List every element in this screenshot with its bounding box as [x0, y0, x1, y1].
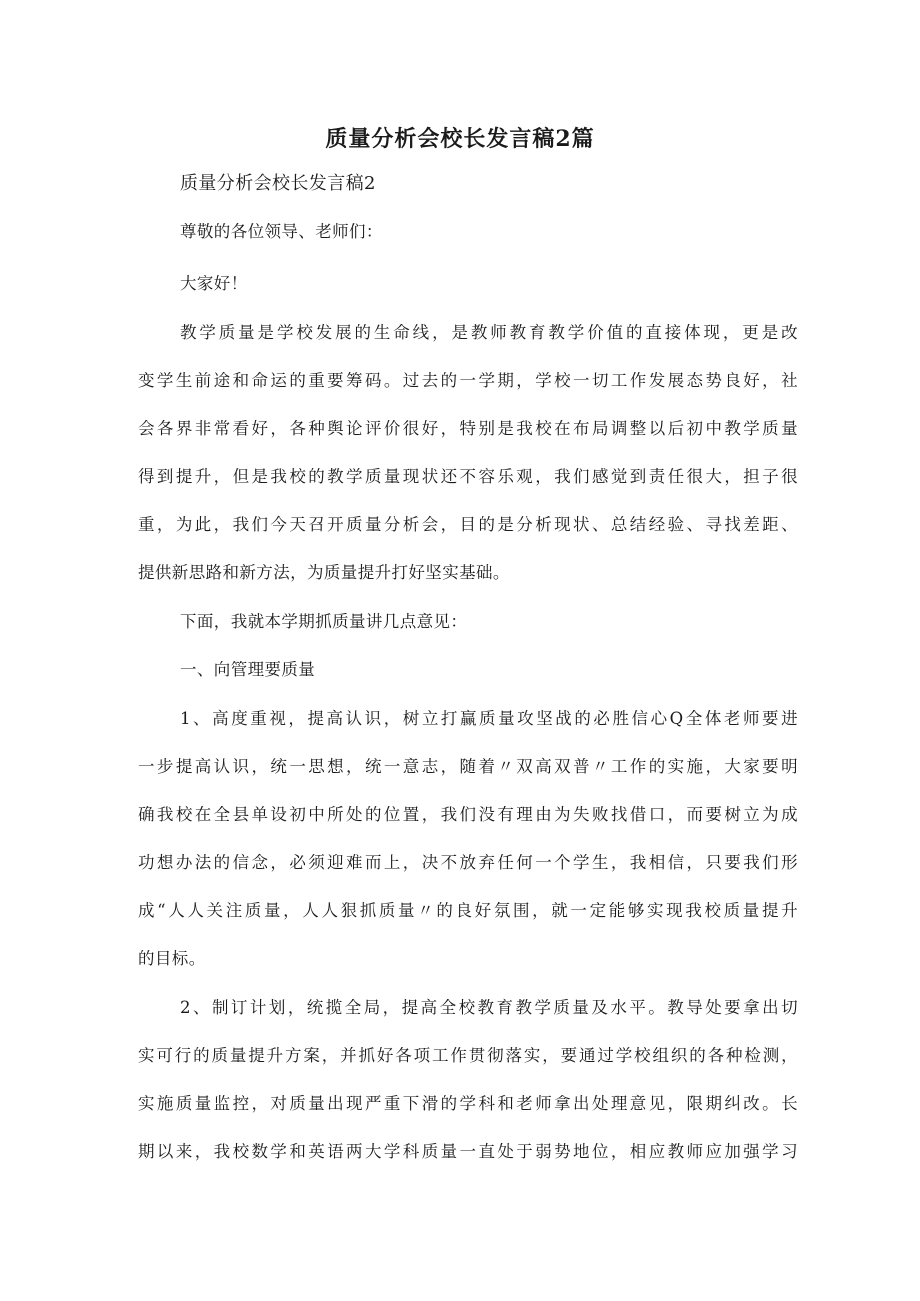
- section-heading: 一、向管理要质量: [180, 660, 316, 679]
- paragraph-line: 确我校在全县单设初中所处的位置，我们没有理由为失败找借口，而要树立为成: [138, 805, 798, 824]
- paragraph-line: 2、制订计划，统揽全局，提高全校教育教学质量及水平。教导处要拿出切: [180, 998, 798, 1017]
- paragraph-line: 实施质量监控，对质量出现严重下滑的学科和老师拿出处理意见，限期纠改。长: [138, 1094, 798, 1113]
- paragraph-line: 一步提高认识，统一思想，统一意志，随着〃双高双普〃工作的实施，大家要明: [138, 757, 798, 776]
- paragraph-line: 变学生前途和命运的重要筹码。过去的一学期，学校一切工作发展态势良好，社: [138, 371, 798, 390]
- paragraph-line: 得到提升，但是我校的教学质量现状还不容乐观，我们感觉到责任很大，担子很: [138, 467, 798, 486]
- paragraph-line: 会各界非常看好，各种舆论评价很好，特别是我校在布局调整以后初中教学质量: [138, 419, 798, 438]
- greeting: 大家好！: [180, 274, 248, 293]
- paragraph-line: 期以来，我校数学和英语两大学科质量一直处于弱势地位，相应教师应加强学习: [138, 1142, 798, 1161]
- paragraph-line: 实可行的质量提升方案，并抓好各项工作贯彻落实，要通过学校组织的各种检测，: [138, 1046, 798, 1065]
- paragraph-line: 重，为此，我们今天召开质量分析会，目的是分析现状、总结经验、寻找差距、: [138, 515, 798, 534]
- salutation: 尊敬的各位领导、老师们：: [180, 222, 383, 241]
- paragraph-line: 教学质量是学校发展的生命线，是教师教育教学价值的直接体现，更是改: [180, 323, 798, 342]
- paragraph-line: 成“人人关注质量，人人狠抓质量〃的良好氛围，就一定能够实现我校质量提升: [138, 901, 798, 920]
- paragraph-line: 提供新思路和新方法，为质量提升打好坚实基础。: [138, 563, 510, 582]
- paragraph-line: 的目标。: [138, 949, 206, 968]
- document-title: 质量分析会校长发言稿2篇: [325, 126, 595, 152]
- speech-subtitle: 质量分析会校长发言稿2: [180, 173, 376, 194]
- paragraph-line: 功想办法的信念，必须迎难而上，决不放弃任何一个学生，我相信，只要我们形: [138, 853, 798, 872]
- paragraph-line: 1、高度重视，提高认识，树立打赢质量攻坚战的必胜信心Q全体老师要进: [180, 709, 798, 728]
- paragraph-line: 下面，我就本学期抓质量讲几点意见：: [180, 612, 468, 631]
